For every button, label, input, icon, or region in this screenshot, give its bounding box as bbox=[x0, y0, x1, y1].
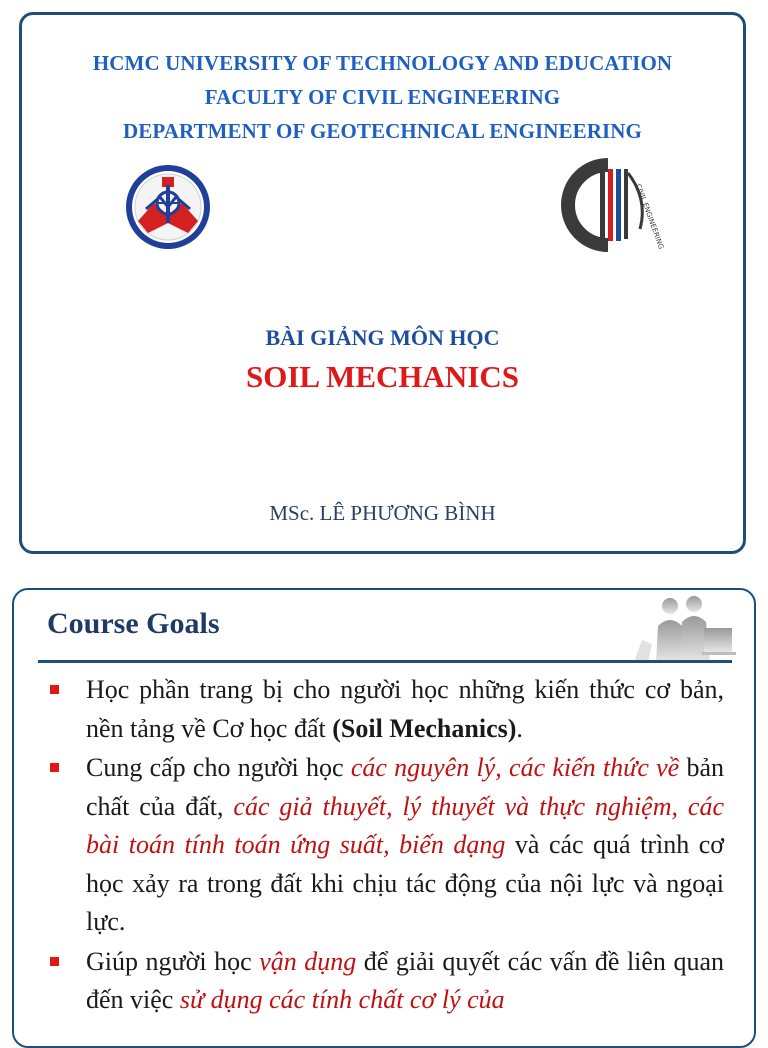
title-slide bbox=[19, 12, 746, 554]
title-underline bbox=[38, 660, 732, 663]
slide-title: Course Goals bbox=[47, 607, 220, 640]
goal-emphasis-text: các nguyên lý, các kiến thức về bbox=[350, 753, 680, 782]
goal-text: bản chất của đất, bbox=[86, 753, 724, 821]
goal-text: Giúp người học bbox=[86, 946, 260, 976]
bullet-icon bbox=[50, 763, 59, 772]
goal-text: và các quá trình cơ học xảy ra trong đất khi chịu tác động của nội lực và ngoại lực. bbox=[86, 830, 724, 936]
people-silhouette-icon bbox=[632, 592, 736, 662]
goal-text: Học phần trang bị cho người học những kiến thức cơ bản, nền tảng về Cơ học đất bbox=[86, 675, 724, 743]
goal-item bbox=[48, 943, 724, 1020]
goal-emphasis-text: sử dụng các tính chất cơ lý của bbox=[179, 985, 505, 1014]
goal-item bbox=[48, 749, 724, 942]
goal-item bbox=[48, 671, 724, 748]
department-name: DEPARTMENT OF GEOTECHNICAL ENGINEERING bbox=[123, 119, 642, 143]
goal-text: . bbox=[516, 713, 523, 743]
goals-list bbox=[48, 671, 724, 1021]
bullet-icon bbox=[50, 685, 59, 694]
goal-bold-text: (Soil Mechanics) bbox=[332, 713, 517, 743]
course-goals-slide bbox=[12, 588, 756, 1048]
university-logo bbox=[124, 163, 212, 251]
goal-text: Cung cấp cho người học bbox=[86, 753, 351, 782]
university-name: HCMC UNIVERSITY OF TECHNOLOGY AND EDUCATION bbox=[92, 51, 673, 75]
course-kicker: BÀI GIẢNG MÔN HỌC bbox=[265, 325, 500, 350]
faculty-name: FACULTY OF CIVIL ENGINEERING bbox=[204, 85, 561, 109]
goal-emphasis-text: các giả thuyết, lý thuyết và thực nghiệm, các bài toán tính toán ứng suất, biến dạng bbox=[86, 791, 724, 859]
goal-text: để giải quyết các vấn đề liên quan đến việc bbox=[86, 946, 724, 1014]
lecturer-name: MSc. LÊ PHƯƠNG BÌNH bbox=[269, 501, 496, 525]
goal-emphasis-text: vận dụng bbox=[259, 946, 357, 976]
logo-right-lettering: CIVIL ENGINEERING bbox=[634, 182, 666, 251]
civil-engineering-logo bbox=[562, 159, 666, 251]
course-title: SOIL MECHANICS bbox=[245, 359, 520, 394]
bullet-icon bbox=[50, 957, 59, 966]
